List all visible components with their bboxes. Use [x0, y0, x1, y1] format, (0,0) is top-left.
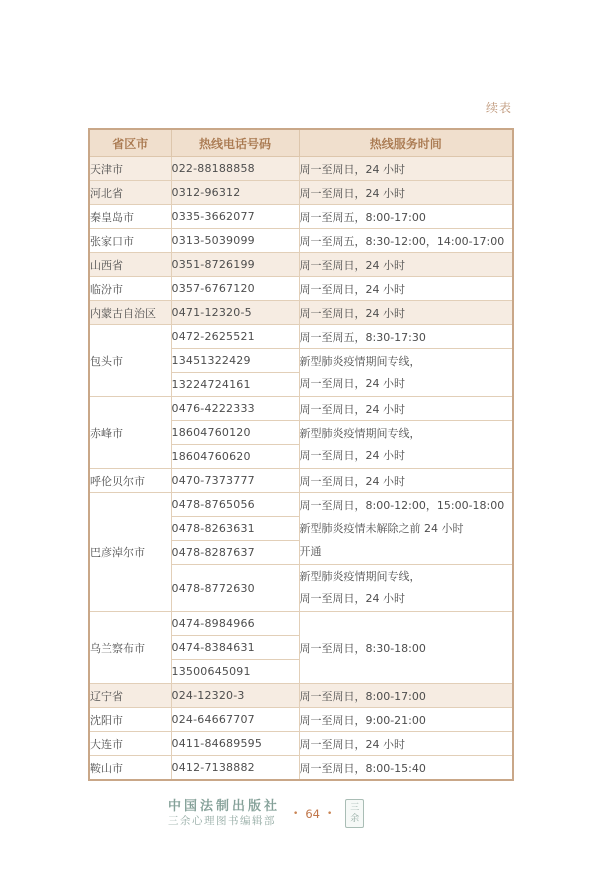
time-cell: [299, 565, 513, 612]
region-cell: 乌兰察布市: [89, 612, 171, 684]
region-cell: 张家口市: [89, 229, 171, 253]
phone-cell: 0357-6767120: [171, 277, 299, 301]
table-row: [89, 301, 513, 325]
region-cell: 临汾市: [89, 277, 171, 301]
phone-cell: 13500645091: [171, 660, 299, 684]
time-cell: 周一至周日，24 小时: [299, 277, 513, 301]
phone-cell: 0411-84689595: [171, 732, 299, 756]
region-cell: 沈阳市: [89, 708, 171, 732]
table-row: [89, 277, 513, 301]
table-row: [89, 493, 513, 517]
column-header-phone: 热线电话号码: [171, 129, 299, 157]
publisher-department: 三余心理图书编辑部: [168, 815, 276, 827]
time-cell: 周一至周日，24 小时: [299, 181, 513, 205]
publisher-block: [168, 799, 280, 828]
region-cell: 包头市: [89, 325, 171, 397]
hotline-table: [88, 128, 514, 781]
publisher-seal-icon: [345, 799, 364, 828]
region-cell: 天津市: [89, 157, 171, 181]
time-cell: 周一至周五，8:30-17:30: [299, 325, 513, 349]
phone-cell: 022-88188858: [171, 157, 299, 181]
time-cell: 周一至周五，8:30-12:00，14:00-17:00: [299, 229, 513, 253]
bullet-icon: •: [326, 808, 333, 819]
bullet-icon: •: [293, 808, 299, 819]
phone-cell: 0471-12320-5: [171, 301, 299, 325]
phone-cell: 0474-8384631: [171, 636, 299, 660]
time-cell: 周一至周日，24 小时: [299, 469, 513, 493]
region-cell: 大连市: [89, 732, 171, 756]
time-cell: 周一至周日，24 小时: [299, 253, 513, 277]
table-row: [89, 612, 513, 636]
table-row: [89, 325, 513, 349]
time-line: 开通: [299, 545, 322, 558]
time-cell: [299, 349, 513, 397]
table-row: [89, 756, 513, 781]
phone-cell: 0478-8765056: [171, 493, 299, 517]
table-row: [89, 253, 513, 277]
time-cell: 周一至周日，8:00-15:40: [299, 756, 513, 781]
phone-cell: 0312-96312: [171, 181, 299, 205]
table-row: [89, 157, 513, 181]
page-number: 64: [305, 806, 320, 821]
time-cell: 周一至周日，24 小时: [299, 732, 513, 756]
phone-cell: 0478-8263631: [171, 517, 299, 541]
time-line: 周一至周日，8:00-12:00，15:00-18:00: [299, 499, 505, 512]
phone-cell: 0335-3662077: [171, 205, 299, 229]
time-line: 周一至周日，24 小时: [299, 376, 405, 390]
region-cell: 巴彦淖尔市: [89, 493, 171, 612]
publisher-name: 中国法制出版社: [168, 799, 281, 814]
phone-cell: 0351-8726199: [171, 253, 299, 277]
time-line: 新型肺炎疫情期间专线，: [299, 426, 421, 440]
region-cell: 鞍山市: [89, 756, 171, 781]
time-line: 周一至周日，24 小时: [299, 592, 405, 605]
table-row: [89, 397, 513, 421]
phone-cell: 0478-8772630: [171, 565, 299, 612]
table-row: [89, 684, 513, 708]
seal-char: 余: [350, 813, 360, 824]
time-cell: [299, 421, 513, 469]
table-row: [89, 708, 513, 732]
table-row: [89, 181, 513, 205]
region-cell: 内蒙古自治区: [89, 301, 171, 325]
time-line: 新型肺炎疫情未解除之前 24 小时: [299, 522, 464, 535]
phone-cell: 0313-5039099: [171, 229, 299, 253]
phone-cell: 13451322429: [171, 349, 299, 373]
column-header-hours: 热线服务时间: [299, 129, 513, 157]
time-cell: 周一至周日，8:00-17:00: [299, 684, 513, 708]
phone-cell: 024-12320-3: [171, 684, 299, 708]
table-row: [89, 732, 513, 756]
phone-cell: 024-64667707: [171, 708, 299, 732]
table-row: [89, 229, 513, 253]
region-cell: 河北省: [89, 181, 171, 205]
phone-cell: 0474-8984966: [171, 612, 299, 636]
region-cell: 秦皇岛市: [89, 205, 171, 229]
column-header-region: 省区市: [89, 129, 171, 157]
phone-cell: 0476-4222333: [171, 397, 299, 421]
phone-cell: 0470-7373777: [171, 469, 299, 493]
time-cell: 周一至周日，24 小时: [299, 157, 513, 181]
time-cell: 周一至周日，9:00-21:00: [299, 708, 513, 732]
region-cell: 赤峰市: [89, 397, 171, 469]
time-cell: 周一至周日，24 小时: [299, 301, 513, 325]
table-row: [89, 469, 513, 493]
phone-cell: 0478-8287637: [171, 541, 299, 565]
region-cell: 辽宁省: [89, 684, 171, 708]
page-footer: [168, 799, 364, 828]
phone-cell: 18604760120: [171, 421, 299, 445]
table-row: [89, 205, 513, 229]
page-number-block: [293, 807, 332, 821]
header-row: [89, 129, 513, 157]
time-line: 新型肺炎疫情期间专线，: [299, 570, 421, 583]
phone-cell: 0412-7138882: [171, 756, 299, 781]
time-cell: 周一至周日，24 小时: [299, 397, 513, 421]
time-cell: 周一至周五，8:00-17:00: [299, 205, 513, 229]
region-cell: 呼伦贝尔市: [89, 469, 171, 493]
time-line: 新型肺炎疫情期间专线，: [299, 354, 421, 368]
region-cell: 山西省: [89, 253, 171, 277]
time-cell: [299, 493, 513, 565]
time-line: 周一至周日，24 小时: [299, 448, 405, 462]
phone-cell: 13224724161: [171, 373, 299, 397]
seal-char: 三: [350, 802, 360, 813]
phone-cell: 0472-2625521: [171, 325, 299, 349]
time-cell: 周一至周日，8:30-18:00: [299, 612, 513, 684]
continued-table-label: 续表: [485, 101, 512, 115]
phone-cell: 18604760620: [171, 445, 299, 469]
